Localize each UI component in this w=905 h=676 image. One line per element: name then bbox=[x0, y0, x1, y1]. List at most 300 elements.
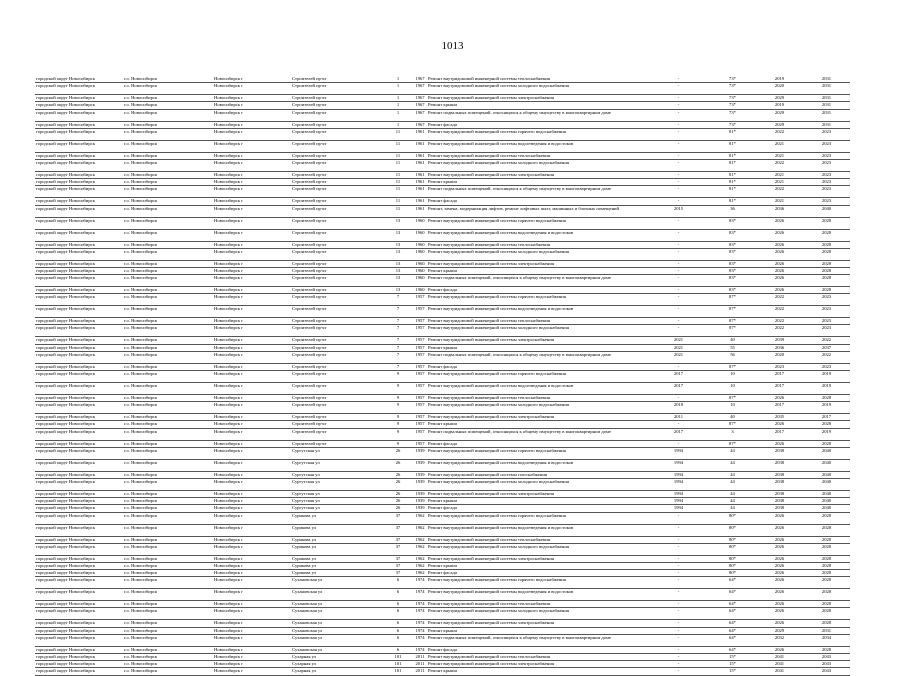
city-cell: Новосибирск г bbox=[213, 589, 291, 601]
capital-repair-table bbox=[35, 76, 850, 676]
municipality-cell: городской округ Новосибирск bbox=[35, 260, 123, 267]
municipality-cell: городской округ Новосибирск bbox=[35, 383, 123, 395]
plan-start-year-cell: 2026 bbox=[756, 241, 803, 248]
municipality-cell: городской округ Новосибирск bbox=[35, 395, 123, 402]
city-cell: Новосибирск г bbox=[213, 512, 291, 524]
settlement-cell: г.о. Новосибирск bbox=[123, 171, 213, 178]
work-type-cell: Ремонт фасада bbox=[427, 363, 648, 370]
wear-cell: 73* bbox=[709, 83, 756, 95]
build-year-cell: 1967 bbox=[413, 95, 427, 102]
table-row bbox=[35, 524, 850, 536]
city-cell: Новосибирск г bbox=[213, 344, 291, 351]
table-row bbox=[35, 267, 850, 274]
table-row bbox=[35, 627, 850, 634]
street-cell: Строителей пр-кт bbox=[291, 318, 383, 325]
plan-end-year-cell: 2028 bbox=[803, 524, 850, 536]
last-repair-year-cell: 1994 bbox=[648, 478, 709, 490]
house-number-cell: 13 bbox=[383, 241, 413, 248]
last-repair-year-cell: - bbox=[648, 555, 709, 562]
municipality-cell: городской округ Новосибирск bbox=[35, 555, 123, 562]
municipality-cell: городской округ Новосибирск bbox=[35, 76, 123, 83]
table-row bbox=[35, 152, 850, 159]
work-type-cell: Ремонт крыши bbox=[427, 102, 648, 109]
wear-cell: 44 bbox=[709, 498, 756, 505]
house-number-cell: 26 bbox=[383, 498, 413, 505]
work-type-cell: Ремонт внутридомовой инженерной системы холодного водоснабжения bbox=[427, 543, 648, 555]
plan-start-year-cell: 2022 bbox=[756, 318, 803, 325]
plan-start-year-cell: 2026 bbox=[756, 524, 803, 536]
city-cell: Новосибирск г bbox=[213, 241, 291, 248]
work-type-cell: Ремонт внутридомовой инженерной системы водоотведения и водостоков bbox=[427, 589, 648, 601]
last-repair-year-cell: 2017 bbox=[648, 428, 709, 440]
plan-end-year-cell: 2028 bbox=[803, 577, 850, 589]
plan-end-year-cell: 2040 bbox=[803, 471, 850, 478]
last-repair-year-cell: - bbox=[648, 171, 709, 178]
municipality-cell: городской округ Новосибирск bbox=[35, 512, 123, 524]
wear-cell: 80* bbox=[709, 555, 756, 562]
house-number-cell: 37 bbox=[383, 555, 413, 562]
last-repair-year-cell: - bbox=[648, 395, 709, 402]
work-type-cell: Ремонт внутридомовой инженерной системы теплоснабжения bbox=[427, 536, 648, 543]
wear-cell: 81* bbox=[709, 198, 756, 205]
house-number-cell: 11 bbox=[383, 140, 413, 152]
municipality-cell: городской округ Новосибирск bbox=[35, 186, 123, 198]
last-repair-year-cell: - bbox=[648, 275, 709, 287]
plan-end-year-cell: 2040 bbox=[803, 459, 850, 471]
plan-end-year-cell: 2023 bbox=[803, 318, 850, 325]
street-cell: Сурикова ул bbox=[291, 512, 383, 524]
wear-cell: 64* bbox=[709, 577, 756, 589]
plan-end-year-cell: 2023 bbox=[803, 306, 850, 318]
last-repair-year-cell: - bbox=[648, 102, 709, 109]
plan-end-year-cell: 2017 bbox=[803, 414, 850, 421]
street-cell: Строителей пр-кт bbox=[291, 121, 383, 128]
municipality-cell: городской округ Новосибирск bbox=[35, 152, 123, 159]
municipality-cell: городской округ Новосибирск bbox=[35, 447, 123, 459]
build-year-cell: 1957 bbox=[413, 402, 427, 414]
plan-start-year-cell: 2019 bbox=[756, 102, 803, 109]
build-year-cell: 1962 bbox=[413, 543, 427, 555]
city-cell: Новосибирск г bbox=[213, 646, 291, 653]
plan-end-year-cell: 2040 bbox=[803, 447, 850, 459]
build-year-cell: 2011 bbox=[413, 668, 427, 675]
wear-cell: 87* bbox=[709, 363, 756, 370]
city-cell: Новосибирск г bbox=[213, 152, 291, 159]
last-repair-year-cell: - bbox=[648, 570, 709, 577]
plan-end-year-cell: 2040 bbox=[803, 498, 850, 505]
street-cell: Строителей пр-кт bbox=[291, 248, 383, 260]
plan-start-year-cell: 2026 bbox=[756, 536, 803, 543]
work-type-cell: Ремонт крыши bbox=[427, 668, 648, 675]
work-type-cell: Ремонт внутридомовой инженерной системы холодного водоснабжения bbox=[427, 83, 648, 95]
street-cell: Сурикова ул bbox=[291, 555, 383, 562]
house-number-cell: 7 bbox=[383, 294, 413, 306]
house-number-cell: 9 bbox=[383, 428, 413, 440]
street-cell: Строителей пр-кт bbox=[291, 421, 383, 428]
municipality-cell: городской округ Новосибирск bbox=[35, 102, 123, 109]
municipality-cell: городской округ Новосибирск bbox=[35, 627, 123, 634]
work-type-cell: Ремонт внутридомовой инженерной системы горячего водоснабжения bbox=[427, 128, 648, 140]
street-cell: Строителей пр-кт bbox=[291, 395, 383, 402]
build-year-cell: 1957 bbox=[413, 371, 427, 383]
city-cell: Новосибирск г bbox=[213, 318, 291, 325]
plan-start-year-cell: 2038 bbox=[756, 505, 803, 512]
build-year-cell: 1957 bbox=[413, 325, 427, 337]
city-cell: Новосибирск г bbox=[213, 95, 291, 102]
wear-cell: 15* bbox=[709, 668, 756, 675]
last-repair-year-cell: - bbox=[648, 562, 709, 569]
plan-start-year-cell: 2039 bbox=[756, 337, 803, 344]
house-number-cell: 26 bbox=[383, 447, 413, 459]
house-number-cell: 7 bbox=[383, 325, 413, 337]
settlement-cell: г.о. Новосибирск bbox=[123, 478, 213, 490]
work-type-cell: Ремонт фасада bbox=[427, 505, 648, 512]
settlement-cell: г.о. Новосибирск bbox=[123, 344, 213, 351]
last-repair-year-cell: - bbox=[648, 95, 709, 102]
build-year-cell: 1957 bbox=[413, 294, 427, 306]
municipality-cell: городской округ Новосибирск bbox=[35, 121, 123, 128]
table-row bbox=[35, 634, 850, 646]
municipality-cell: городской округ Новосибирск bbox=[35, 440, 123, 447]
house-number-cell: 6 bbox=[383, 589, 413, 601]
plan-start-year-cell: 2026 bbox=[756, 543, 803, 555]
plan-end-year-cell: 2028 bbox=[803, 608, 850, 620]
build-year-cell: 1957 bbox=[413, 421, 427, 428]
plan-start-year-cell: 2020 bbox=[756, 83, 803, 95]
plan-start-year-cell: 2026 bbox=[756, 260, 803, 267]
plan-start-year-cell: 2038 bbox=[756, 478, 803, 490]
municipality-cell: городской округ Новосибирск bbox=[35, 318, 123, 325]
house-number-cell: 7 bbox=[383, 351, 413, 363]
plan-end-year-cell: 2023 bbox=[803, 198, 850, 205]
house-number-cell: 1 bbox=[383, 102, 413, 109]
settlement-cell: г.о. Новосибирск bbox=[123, 198, 213, 205]
city-cell: Новосибирск г bbox=[213, 654, 291, 661]
city-cell: Новосибирск г bbox=[213, 570, 291, 577]
work-type-cell: Ремонт внутридомовой инженерной системы газоснабжения bbox=[427, 471, 648, 478]
plan-start-year-cell: 2041 bbox=[756, 668, 803, 675]
last-repair-year-cell: - bbox=[648, 646, 709, 653]
city-cell: Новосибирск г bbox=[213, 83, 291, 95]
street-cell: Строителей пр-кт bbox=[291, 102, 383, 109]
wear-cell: 64* bbox=[709, 601, 756, 608]
city-cell: Новосибирск г bbox=[213, 601, 291, 608]
settlement-cell: г.о. Новосибирск bbox=[123, 306, 213, 318]
street-cell: Строителей пр-кт bbox=[291, 152, 383, 159]
last-repair-year-cell: 1994 bbox=[648, 505, 709, 512]
wear-cell: 36 bbox=[709, 205, 756, 217]
city-cell: Новосибирск г bbox=[213, 337, 291, 344]
last-repair-year-cell: 2021 bbox=[648, 351, 709, 363]
plan-end-year-cell: 2028 bbox=[803, 260, 850, 267]
city-cell: Новосибирск г bbox=[213, 543, 291, 555]
house-number-cell: 11 bbox=[383, 179, 413, 186]
house-number-cell: 101 bbox=[383, 654, 413, 661]
build-year-cell: 1960 bbox=[413, 287, 427, 294]
last-repair-year-cell: 2021 bbox=[648, 337, 709, 344]
plan-end-year-cell: 2028 bbox=[803, 440, 850, 447]
last-repair-year-cell: - bbox=[648, 634, 709, 646]
city-cell: Новосибирск г bbox=[213, 159, 291, 171]
last-repair-year-cell: - bbox=[648, 318, 709, 325]
wear-cell: 10 bbox=[709, 383, 756, 395]
wear-cell: 81* bbox=[709, 186, 756, 198]
house-number-cell: 1 bbox=[383, 76, 413, 83]
work-type-cell: Ремонт внутридомовой инженерной системы электроснабжения bbox=[427, 171, 648, 178]
house-number-cell: 7 bbox=[383, 337, 413, 344]
settlement-cell: г.о. Новосибирск bbox=[123, 498, 213, 505]
work-type-cell: Ремонт внутридомовой инженерной системы водоотведения и водостоков bbox=[427, 306, 648, 318]
build-year-cell: 1967 bbox=[413, 76, 427, 83]
wear-cell: 15* bbox=[709, 654, 756, 661]
municipality-cell: городской округ Новосибирск bbox=[35, 217, 123, 229]
house-number-cell: 11 bbox=[383, 171, 413, 178]
municipality-cell: городской округ Новосибирск bbox=[35, 459, 123, 471]
municipality-cell: городской округ Новосибирск bbox=[35, 248, 123, 260]
work-type-cell: Ремонт внутридомовой инженерной системы водоотведения и водостоков bbox=[427, 229, 648, 241]
plan-end-year-cell: 2031 bbox=[803, 83, 850, 95]
city-cell: Новосибирск г bbox=[213, 351, 291, 363]
street-cell: Строителей пр-кт bbox=[291, 267, 383, 274]
street-cell: Строителей пр-кт bbox=[291, 337, 383, 344]
build-year-cell: 1974 bbox=[413, 608, 427, 620]
city-cell: Новосибирск г bbox=[213, 620, 291, 627]
last-repair-year-cell: - bbox=[648, 589, 709, 601]
wear-cell: 44 bbox=[709, 447, 756, 459]
house-number-cell: 37 bbox=[383, 562, 413, 569]
wear-cell: 64* bbox=[709, 620, 756, 627]
plan-end-year-cell: 2028 bbox=[803, 543, 850, 555]
plan-start-year-cell: 2026 bbox=[756, 287, 803, 294]
street-cell: Сухановская ул bbox=[291, 589, 383, 601]
last-repair-year-cell: - bbox=[648, 668, 709, 675]
last-repair-year-cell: 1994 bbox=[648, 490, 709, 497]
house-number-cell: 6 bbox=[383, 646, 413, 653]
plan-end-year-cell: 2023 bbox=[803, 159, 850, 171]
city-cell: Новосибирск г bbox=[213, 536, 291, 543]
city-cell: Новосибирск г bbox=[213, 121, 291, 128]
street-cell: Строителей пр-кт bbox=[291, 83, 383, 95]
build-year-cell: 1939 bbox=[413, 447, 427, 459]
settlement-cell: г.о. Новосибирск bbox=[123, 668, 213, 675]
settlement-cell: г.о. Новосибирск bbox=[123, 260, 213, 267]
house-number-cell: 13 bbox=[383, 287, 413, 294]
street-cell: Сургутская ул bbox=[291, 459, 383, 471]
house-number-cell: 13 bbox=[383, 275, 413, 287]
last-repair-year-cell: 1994 bbox=[648, 498, 709, 505]
plan-end-year-cell: 2023 bbox=[803, 140, 850, 152]
work-type-cell: Ремонт фасада bbox=[427, 570, 648, 577]
build-year-cell: 1974 bbox=[413, 620, 427, 627]
wear-cell: 81* bbox=[709, 159, 756, 171]
house-number-cell: 1 bbox=[383, 109, 413, 121]
settlement-cell: г.о. Новосибирск bbox=[123, 589, 213, 601]
table-row bbox=[35, 260, 850, 267]
settlement-cell: г.о. Новосибирск bbox=[123, 601, 213, 608]
plan-start-year-cell: 2021 bbox=[756, 198, 803, 205]
settlement-cell: г.о. Новосибирск bbox=[123, 102, 213, 109]
table-row bbox=[35, 325, 850, 337]
table-row bbox=[35, 318, 850, 325]
house-number-cell: 9 bbox=[383, 383, 413, 395]
last-repair-year-cell: 2018 bbox=[648, 402, 709, 414]
street-cell: Строителей пр-кт bbox=[291, 171, 383, 178]
house-number-cell: 37 bbox=[383, 524, 413, 536]
settlement-cell: г.о. Новосибирск bbox=[123, 402, 213, 414]
municipality-cell: городской округ Новосибирск bbox=[35, 505, 123, 512]
municipality-cell: городской округ Новосибирск bbox=[35, 267, 123, 274]
work-type-cell: Ремонт внутридомовой инженерной системы теплоснабжения bbox=[427, 318, 648, 325]
last-repair-year-cell: 2021 bbox=[648, 344, 709, 351]
plan-end-year-cell: 2028 bbox=[803, 555, 850, 562]
last-repair-year-cell: - bbox=[648, 140, 709, 152]
plan-start-year-cell: 2038 bbox=[756, 447, 803, 459]
house-number-cell: 9 bbox=[383, 402, 413, 414]
work-type-cell: Ремонт внутридомовой инженерной системы холодного водоснабжения bbox=[427, 248, 648, 260]
city-cell: Новосибирск г bbox=[213, 471, 291, 478]
settlement-cell: г.о. Новосибирск bbox=[123, 217, 213, 229]
plan-end-year-cell: 2028 bbox=[803, 217, 850, 229]
house-number-cell: 13 bbox=[383, 267, 413, 274]
work-type-cell: Ремонт внутридомовой инженерной системы водоотведения и водостоков bbox=[427, 140, 648, 152]
city-cell: Новосибирск г bbox=[213, 421, 291, 428]
work-type-cell: Ремонт внутридомовой инженерной системы теплоснабжения bbox=[427, 152, 648, 159]
city-cell: Новосибирск г bbox=[213, 287, 291, 294]
municipality-cell: городской округ Новосибирск bbox=[35, 601, 123, 608]
plan-end-year-cell: 2023 bbox=[803, 363, 850, 370]
last-repair-year-cell: 2015 bbox=[648, 205, 709, 217]
plan-end-year-cell: 2028 bbox=[803, 241, 850, 248]
work-type-cell: Ремонт внутридомовой инженерной системы холодного водоснабжения bbox=[427, 478, 648, 490]
city-cell: Новосибирск г bbox=[213, 186, 291, 198]
municipality-cell: городской округ Новосибирск bbox=[35, 294, 123, 306]
plan-end-year-cell: 2023 bbox=[803, 152, 850, 159]
house-number-cell: 13 bbox=[383, 217, 413, 229]
municipality-cell: городской округ Новосибирск bbox=[35, 83, 123, 95]
table-row bbox=[35, 171, 850, 178]
plan-end-year-cell: 2023 bbox=[803, 128, 850, 140]
last-repair-year-cell: 2011 bbox=[648, 414, 709, 421]
city-cell: Новосибирск г bbox=[213, 140, 291, 152]
last-repair-year-cell: - bbox=[648, 109, 709, 121]
street-cell: Строителей пр-кт bbox=[291, 95, 383, 102]
street-cell: Сухарная ул bbox=[291, 654, 383, 661]
street-cell: Сухановская ул bbox=[291, 646, 383, 653]
city-cell: Новосибирск г bbox=[213, 383, 291, 395]
city-cell: Новосибирск г bbox=[213, 498, 291, 505]
plan-end-year-cell: 2019 bbox=[803, 371, 850, 383]
city-cell: Новосибирск г bbox=[213, 608, 291, 620]
table-row bbox=[35, 577, 850, 589]
street-cell: Сурикова ул bbox=[291, 570, 383, 577]
capital-repair-table-container bbox=[35, 76, 850, 676]
house-number-cell: 6 bbox=[383, 577, 413, 589]
wear-cell: 83* bbox=[709, 260, 756, 267]
house-number-cell: 101 bbox=[383, 668, 413, 675]
last-repair-year-cell: - bbox=[648, 363, 709, 370]
plan-end-year-cell: 2031 bbox=[803, 102, 850, 109]
street-cell: Строителей пр-кт bbox=[291, 383, 383, 395]
last-repair-year-cell: - bbox=[648, 287, 709, 294]
table-row bbox=[35, 601, 850, 608]
wear-cell: 83* bbox=[709, 267, 756, 274]
work-type-cell: Ремонт внутридомовой инженерной системы теплоснабжения bbox=[427, 601, 648, 608]
settlement-cell: г.о. Новосибирск bbox=[123, 363, 213, 370]
plan-start-year-cell: 2036 bbox=[756, 205, 803, 217]
work-type-cell: Ремонт крыши bbox=[427, 267, 648, 274]
plan-start-year-cell: 2021 bbox=[756, 171, 803, 178]
table-row bbox=[35, 536, 850, 543]
settlement-cell: г.о. Новосибирск bbox=[123, 620, 213, 627]
settlement-cell: г.о. Новосибирск bbox=[123, 83, 213, 95]
table-row bbox=[35, 471, 850, 478]
settlement-cell: г.о. Новосибирск bbox=[123, 267, 213, 274]
build-year-cell: 1962 bbox=[413, 512, 427, 524]
plan-end-year-cell: 2031 bbox=[803, 121, 850, 128]
settlement-cell: г.о. Новосибирск bbox=[123, 661, 213, 668]
municipality-cell: городской округ Новосибирск bbox=[35, 344, 123, 351]
city-cell: Новосибирск г bbox=[213, 294, 291, 306]
table-row bbox=[35, 76, 850, 83]
municipality-cell: городской округ Новосибирск bbox=[35, 634, 123, 646]
street-cell: Строителей пр-кт bbox=[291, 363, 383, 370]
last-repair-year-cell: - bbox=[648, 654, 709, 661]
table-row bbox=[35, 402, 850, 414]
wear-cell: 56 bbox=[709, 351, 756, 363]
settlement-cell: г.о. Новосибирск bbox=[123, 383, 213, 395]
municipality-cell: городской округ Новосибирск bbox=[35, 490, 123, 497]
build-year-cell: 1974 bbox=[413, 601, 427, 608]
settlement-cell: г.о. Новосибирск bbox=[123, 608, 213, 620]
build-year-cell: 1957 bbox=[413, 428, 427, 440]
wear-cell: 10 bbox=[709, 371, 756, 383]
plan-end-year-cell: 2028 bbox=[803, 646, 850, 653]
house-number-cell: 9 bbox=[383, 414, 413, 421]
table-row bbox=[35, 241, 850, 248]
wear-cell: 64* bbox=[709, 589, 756, 601]
plan-start-year-cell: 2026 bbox=[756, 248, 803, 260]
table-row bbox=[35, 668, 850, 675]
last-repair-year-cell: - bbox=[648, 83, 709, 95]
table-row bbox=[35, 229, 850, 241]
plan-start-year-cell: 2017 bbox=[756, 371, 803, 383]
build-year-cell: 1961 bbox=[413, 140, 427, 152]
wear-cell: 80* bbox=[709, 570, 756, 577]
work-type-cell: Ремонт подвальных помещений, относящихся к общему имуществу в многоквартирном доме bbox=[427, 275, 648, 287]
plan-end-year-cell: 2031 bbox=[803, 76, 850, 83]
build-year-cell: 1957 bbox=[413, 306, 427, 318]
table-row bbox=[35, 421, 850, 428]
settlement-cell: г.о. Новосибирск bbox=[123, 543, 213, 555]
municipality-cell: городской округ Новосибирск bbox=[35, 287, 123, 294]
city-cell: Новосибирск г bbox=[213, 440, 291, 447]
build-year-cell: 1957 bbox=[413, 383, 427, 395]
municipality-cell: городской округ Новосибирск bbox=[35, 337, 123, 344]
street-cell: Строителей пр-кт bbox=[291, 440, 383, 447]
municipality-cell: городской округ Новосибирск bbox=[35, 543, 123, 555]
street-cell: Строителей пр-кт bbox=[291, 179, 383, 186]
work-type-cell: Ремонт подвальных помещений, относящихся к общему имуществу в многоквартирном доме bbox=[427, 634, 648, 646]
build-year-cell: 1961 bbox=[413, 159, 427, 171]
table-row bbox=[35, 363, 850, 370]
city-cell: Новосибирск г bbox=[213, 275, 291, 287]
house-number-cell: 11 bbox=[383, 152, 413, 159]
street-cell: Сурикова ул bbox=[291, 524, 383, 536]
plan-end-year-cell: 2040 bbox=[803, 490, 850, 497]
build-year-cell: 1960 bbox=[413, 275, 427, 287]
plan-start-year-cell: 2041 bbox=[756, 654, 803, 661]
settlement-cell: г.о. Новосибирск bbox=[123, 325, 213, 337]
